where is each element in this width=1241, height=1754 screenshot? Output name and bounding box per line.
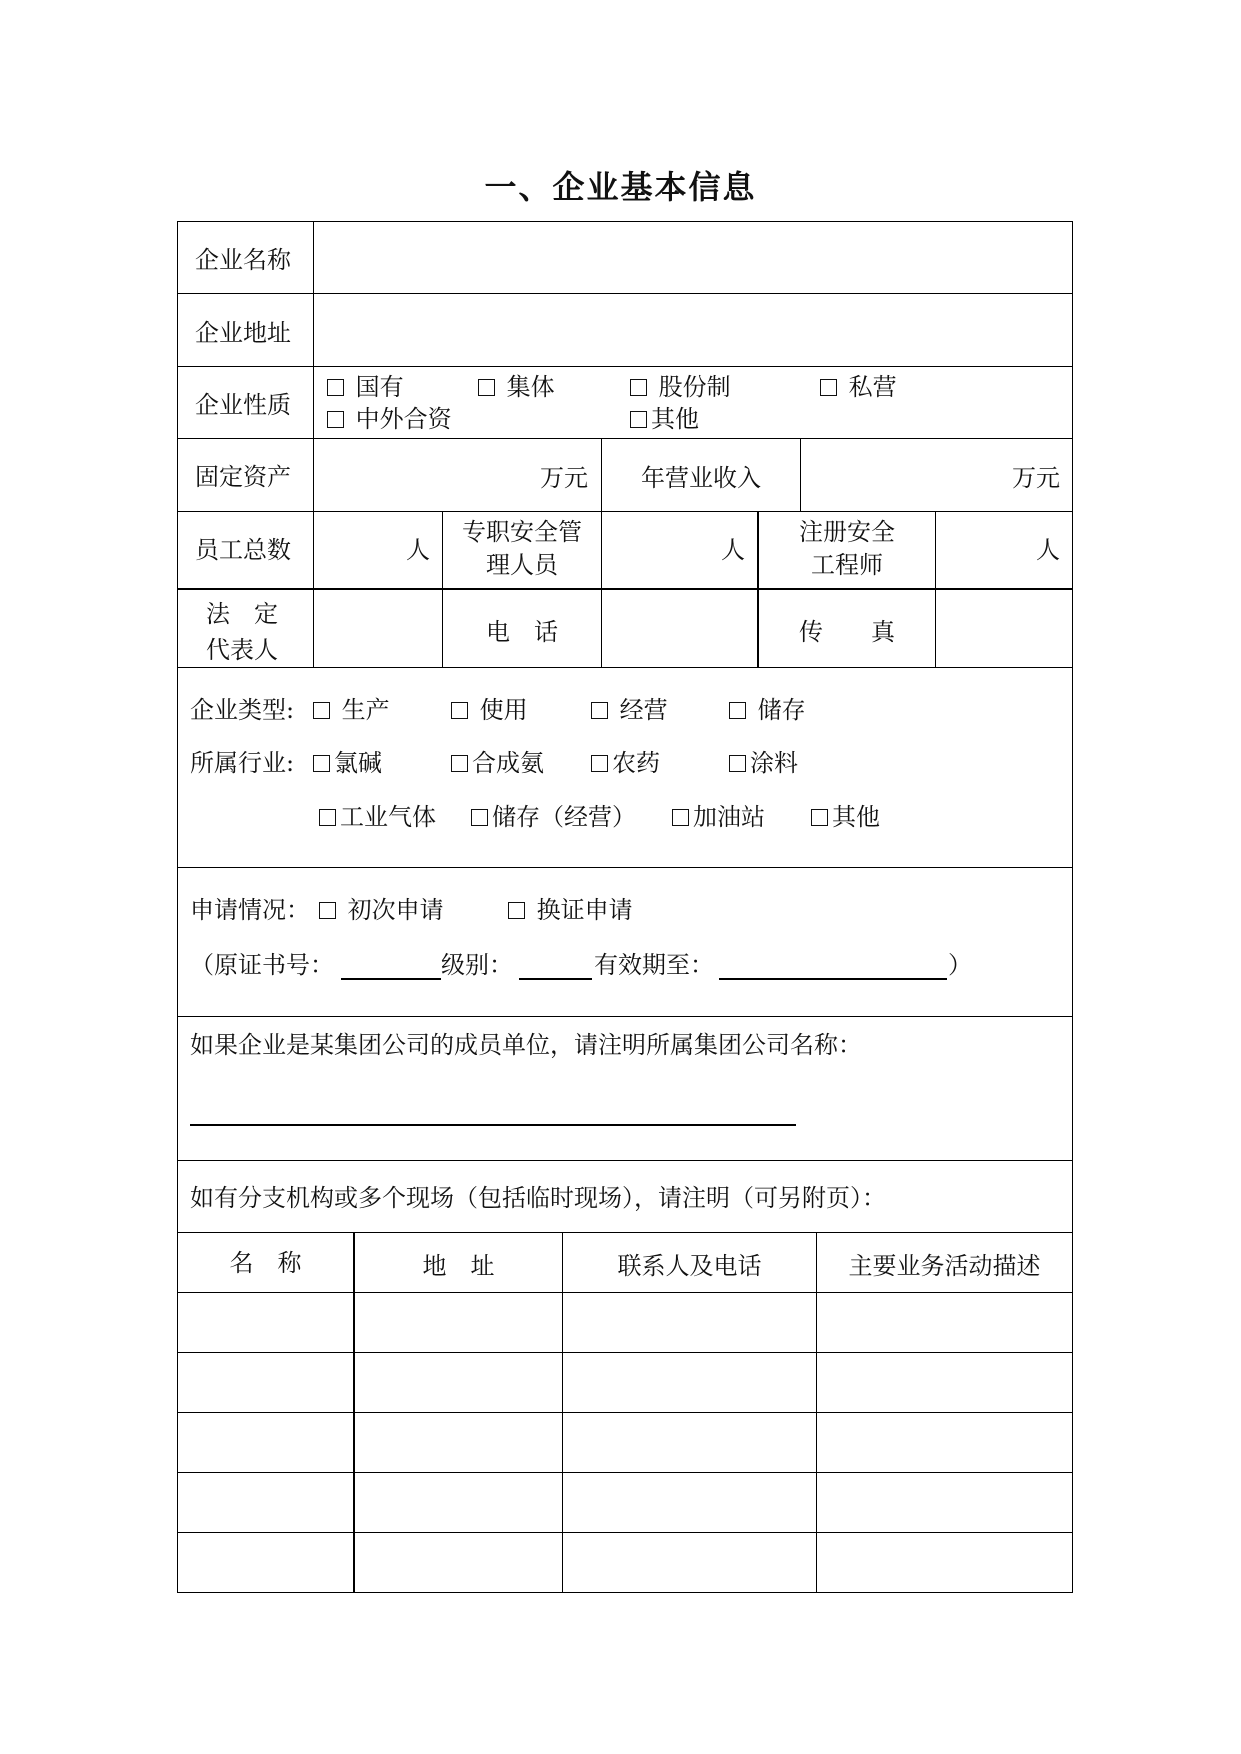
valid-until-label: 有效期至： [594, 951, 714, 979]
checkbox-icon [451, 702, 468, 719]
branch-header-address: 地 址 [422, 1252, 495, 1280]
company-name-label: 企业名称 [195, 246, 291, 274]
company-address-label: 企业地址 [195, 319, 291, 347]
legal-rep-label-line2: 代表人 [206, 636, 278, 664]
type-option-operation[interactable]: 经营 [591, 696, 668, 725]
industry-option-coatings[interactable]: 涂料 [729, 749, 798, 778]
checkbox-icon [327, 379, 344, 396]
branch-header-contact: 联系人及电话 [617, 1252, 762, 1280]
nature-option-state-owned[interactable]: 国有 [327, 373, 404, 402]
table-row[interactable] [178, 1533, 1072, 1592]
table-row[interactable] [178, 1293, 1072, 1352]
nature-option-sino-foreign[interactable]: 中外合资 [327, 405, 452, 434]
checkbox-icon [313, 702, 330, 719]
annual-revenue-label: 年营业收入 [641, 464, 761, 492]
fax-field[interactable] [936, 590, 1072, 667]
checkbox-icon [820, 379, 837, 396]
type-option-storage[interactable]: 储存 [729, 696, 806, 725]
checkbox-icon [591, 702, 608, 719]
checkbox-icon [630, 379, 647, 396]
table-row[interactable] [178, 1413, 1072, 1472]
nature-option-other[interactable]: 其他 [630, 405, 699, 434]
checkbox-icon [630, 411, 647, 428]
level-field[interactable] [519, 978, 592, 980]
checkbox-icon [729, 702, 746, 719]
company-name-field[interactable] [314, 222, 1071, 293]
checkbox-icon [729, 755, 746, 772]
safety-manager-label-line2: 理人员 [486, 551, 558, 579]
company-nature-label: 企业性质 [195, 391, 291, 419]
phone-label: 电 话 [486, 618, 558, 646]
nature-option-collective[interactable]: 集体 [478, 373, 555, 402]
legal-rep-field[interactable] [314, 590, 442, 667]
page-title: 一、企业基本信息 [484, 168, 757, 206]
checkbox-icon [327, 411, 344, 428]
original-cert-label: （原证书号： [190, 951, 334, 979]
checkbox-icon [319, 902, 336, 919]
employees-label: 员工总数 [195, 536, 291, 564]
company-address-field[interactable] [314, 294, 1071, 366]
industry-option-gas-station[interactable]: 加油站 [672, 803, 765, 832]
original-cert-close-paren: ） [948, 951, 972, 979]
level-label: 级别： [441, 951, 513, 979]
industry-option-ammonia[interactable]: 合成氨 [451, 749, 544, 778]
safety-manager-label-line1: 专职安全管 [462, 518, 582, 546]
fixed-assets-unit: 万元 [540, 464, 588, 492]
safety-engineer-label-line1: 注册安全 [799, 518, 895, 546]
checkbox-icon [478, 379, 495, 396]
checkbox-icon [313, 755, 330, 772]
branch-header-name: 名 称 [229, 1249, 302, 1277]
industry-option-chlor-alkali[interactable]: 氯碱 [313, 749, 382, 778]
checkbox-icon [451, 755, 468, 772]
industry-label: 所属行业: [190, 749, 295, 777]
safety-engineer-unit: 人 [1036, 536, 1060, 564]
nature-option-private[interactable]: 私营 [820, 373, 897, 402]
branch-header-activity: 主要业务活动描述 [848, 1252, 1041, 1280]
nature-option-joint-stock[interactable]: 股份制 [630, 373, 731, 402]
safety-engineer-label-line2: 工程师 [811, 551, 883, 579]
original-cert-number-field[interactable] [341, 978, 441, 980]
type-option-production[interactable]: 生产 [313, 696, 390, 725]
phone-field[interactable] [602, 590, 757, 667]
industry-option-industrial-gas[interactable]: 工业气体 [319, 803, 436, 832]
table-row[interactable] [178, 1353, 1072, 1412]
branch-note: 如有分支机构或多个现场（包括临时现场），请注明（可另附页）： [190, 1184, 886, 1212]
type-option-use[interactable]: 使用 [451, 696, 528, 725]
checkbox-icon [811, 809, 828, 826]
group-company-name-field[interactable] [190, 1124, 796, 1126]
application-option-initial[interactable]: 初次申请 [319, 896, 444, 925]
checkbox-icon [672, 809, 689, 826]
valid-until-field[interactable] [719, 978, 947, 980]
industry-option-other[interactable]: 其他 [811, 803, 880, 832]
group-company-note: 如果企业是某集团公司的成员单位，请注明所属集团公司名称： [190, 1031, 862, 1059]
annual-revenue-unit: 万元 [1012, 464, 1060, 492]
legal-rep-label-line1: 法 定 [206, 600, 278, 628]
checkbox-icon [508, 902, 525, 919]
checkbox-icon [591, 755, 608, 772]
safety-manager-unit: 人 [721, 536, 745, 564]
fax-label: 传 真 [799, 618, 895, 646]
employees-unit: 人 [406, 536, 430, 564]
checkbox-icon [471, 809, 488, 826]
industry-option-storage-operation[interactable]: 储存（经营） [471, 803, 636, 832]
application-option-renewal[interactable]: 换证申请 [508, 896, 633, 925]
industry-option-pesticide[interactable]: 农药 [591, 749, 660, 778]
checkbox-icon [319, 809, 336, 826]
table-row[interactable] [178, 1473, 1072, 1532]
enterprise-type-label: 企业类型: [190, 696, 295, 724]
fixed-assets-label: 固定资产 [195, 463, 291, 491]
application-label: 申请情况： [190, 896, 310, 924]
